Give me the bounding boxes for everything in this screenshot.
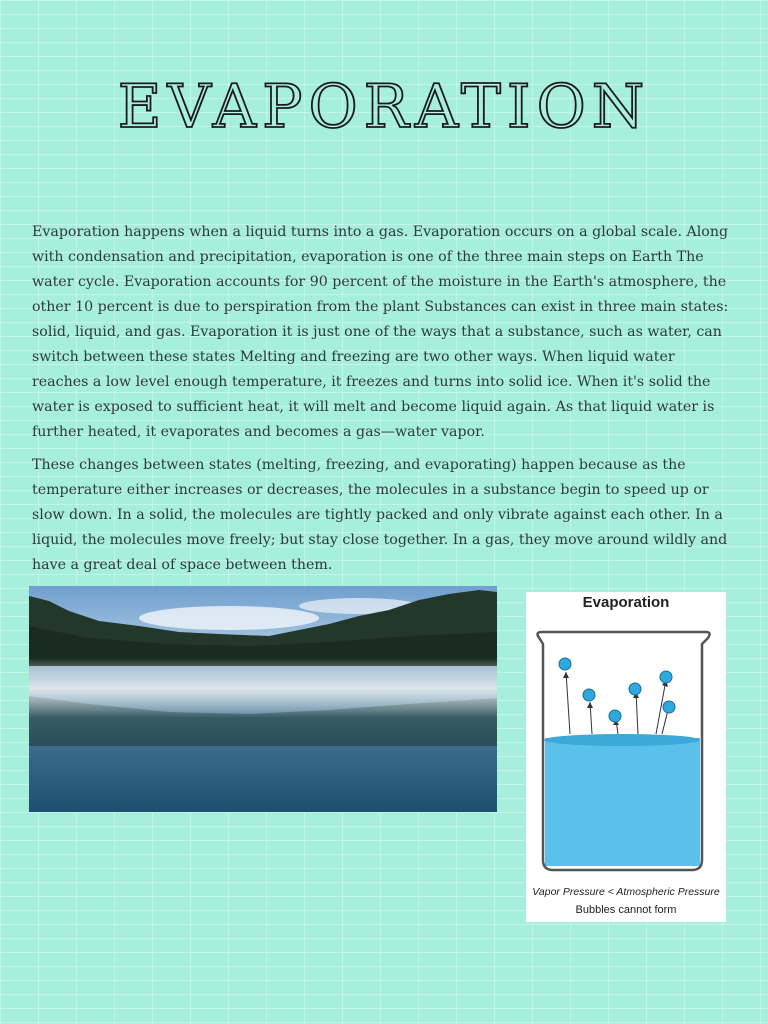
molecule [660, 671, 672, 683]
molecule [583, 689, 595, 701]
diagram-caption-bubbles: Bubbles cannot form [575, 904, 677, 916]
paragraph-1: Evaporation happens when a liquid turns into a gas. Evaporation occurs on a global scale. Along with condensation and precipitation, evaporation is one of the three main steps on Earth The water cycle. Evaporation accounts for 90 percent of the moisture in the Earth's atmosphere, the other 10 percent is due to perspiration from the plant Substances can exist in three main states: solid, liquid, and gas. Evaporation it is just one of the ways that a substance, such as water, can switch between these states Melting and freezing are two other ways. When liquid water reaches a low level enough temperature, it freezes and turns into solid ice. When it's solid the water is exposed to sufficient heat, it will melt and become liquid again. As that liquid water is further heated, it evaporates and becomes a gas—water vapor. [32, 224, 729, 440]
page-title: EVAPORATION [117, 72, 651, 142]
misty-lake-photo [29, 586, 497, 812]
molecule [629, 683, 641, 695]
diagram-caption-pressure: Vapor Pressure < Atmospheric Pressure [532, 886, 720, 898]
molecule [609, 710, 621, 722]
evaporation-diagram [526, 592, 726, 922]
diagram-title: Evaporation [582, 594, 670, 611]
body-text [32, 220, 732, 586]
molecule [663, 701, 675, 713]
molecule [559, 658, 571, 670]
paragraph-2: These changes between states (melting, freezing, and evaporating) happen because as the temperature either increases or decreases, the molecules in a substance begin to speed up or slow down. In a solid, the molecules are tightly packed and only vibrate against each other. In a liquid, the molecules move freely; but stay close together. In a gas, they move around wildly and have a great deal of space between them. [32, 457, 728, 573]
